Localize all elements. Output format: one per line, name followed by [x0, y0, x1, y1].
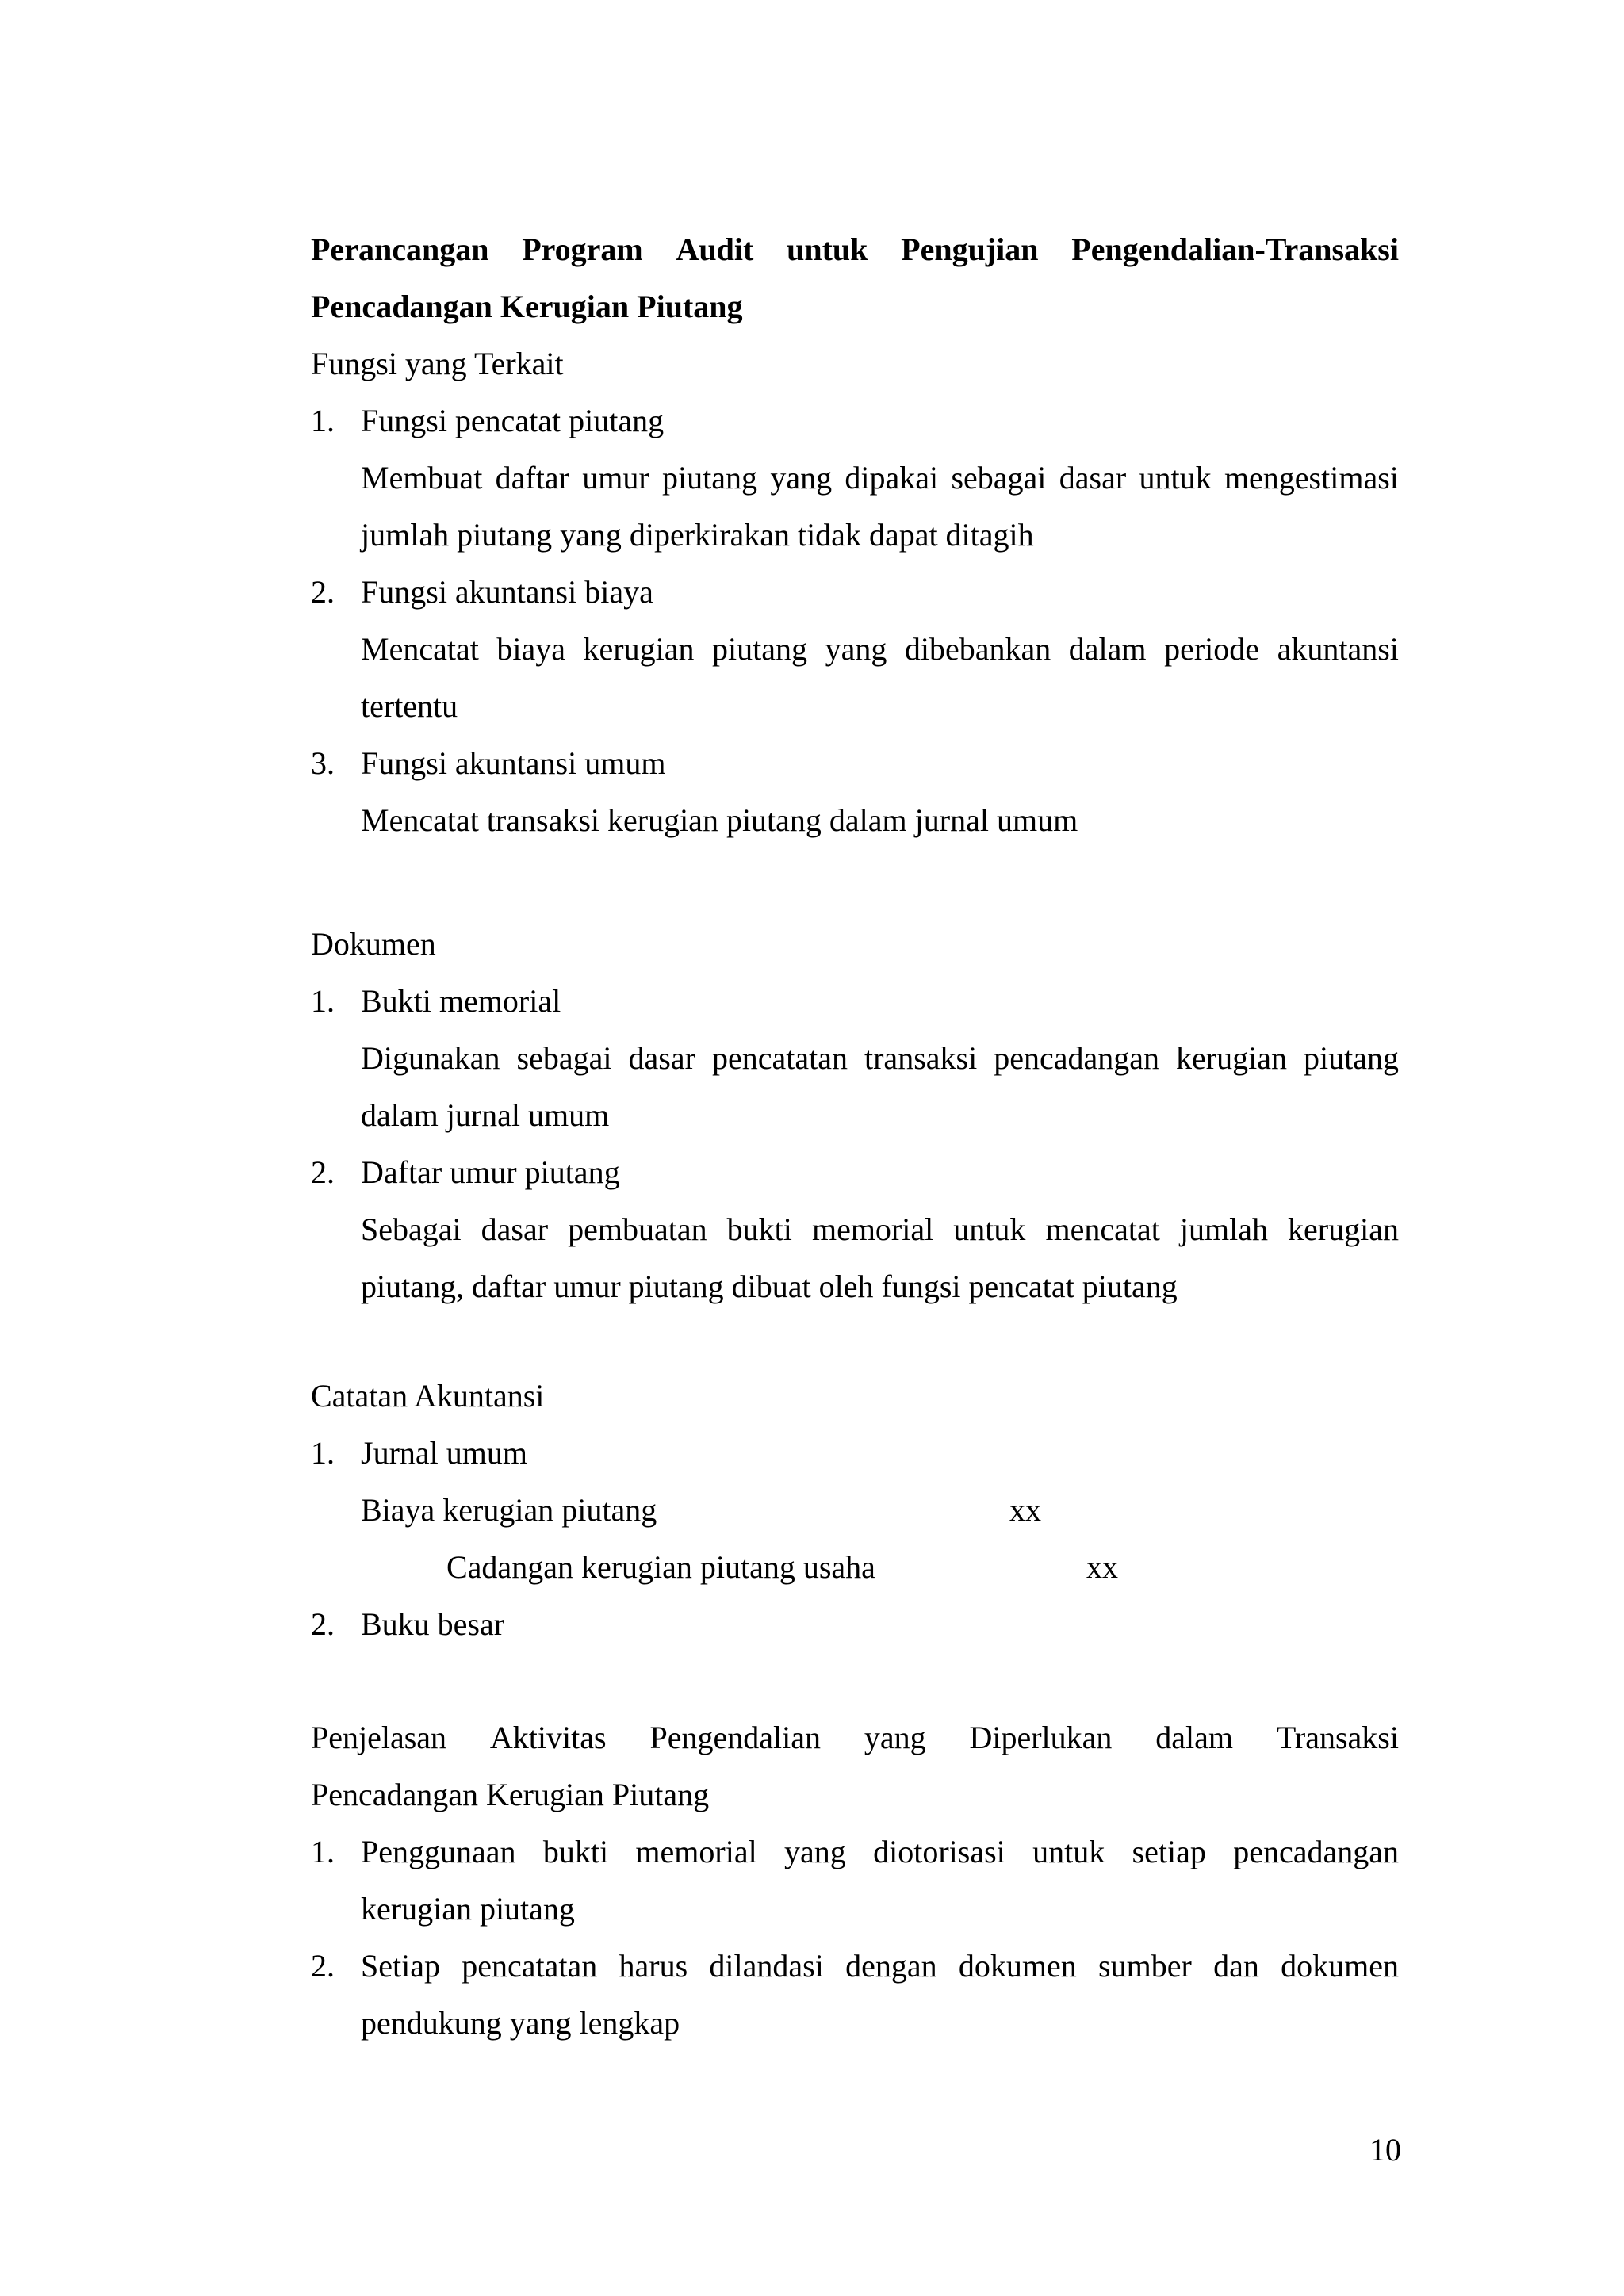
word: mengestimasi	[1224, 460, 1399, 496]
word: biaya	[496, 631, 565, 667]
word: Pengujian	[901, 232, 1039, 267]
word: Setiap	[361, 1948, 440, 1984]
word: sumber	[1098, 1948, 1192, 1984]
list-item-title: Buku besar	[361, 1606, 505, 1642]
word: dipakai	[845, 460, 939, 496]
list-item-line2: kerugian piutang	[361, 1891, 575, 1927]
word: Digunakan	[361, 1040, 500, 1076]
list-item-title: Fungsi akuntansi umum	[361, 745, 666, 781]
journal-credit-account: Cadangan kerugian piutang usaha	[446, 1549, 875, 1585]
list-item-desc-line1	[361, 630, 1399, 668]
word: Diperlukan	[969, 1720, 1113, 1755]
word: dengan	[845, 1948, 937, 1984]
list-item-title: Fungsi akuntansi biaya	[361, 574, 653, 610]
word: memorial	[811, 1211, 934, 1247]
word: piutang	[662, 460, 757, 496]
list-item-desc-line1: Mencatat transaksi kerugian piutang dalam jurnal umum	[361, 802, 1078, 838]
word: harus	[619, 1948, 688, 1984]
word: yang	[825, 631, 887, 667]
word: Transaksi	[1276, 1720, 1399, 1755]
list-item-line2: pendukung yang lengkap	[361, 2005, 680, 2041]
list-item-line1	[361, 1947, 1399, 1985]
word: Program	[522, 232, 643, 267]
word: Penggunaan	[361, 1834, 516, 1869]
word: dilandasi	[709, 1948, 824, 1984]
word: kerugian	[1176, 1040, 1287, 1076]
list-number: 3.	[311, 745, 335, 781]
section1-title-line2: Pencadangan Kerugian Piutang	[311, 289, 743, 324]
word: diotorisasi	[873, 1834, 1005, 1869]
journal-debit-amount: xx	[1009, 1492, 1041, 1528]
journal-debit-account: Biaya kerugian piutang	[361, 1492, 657, 1528]
word: bukti	[542, 1834, 609, 1869]
word: Perancangan	[311, 232, 489, 267]
section3-heading: Catatan Akuntansi	[311, 1378, 545, 1414]
word: daftar	[495, 460, 569, 496]
word: transaksi	[864, 1040, 978, 1076]
word: Aktivitas	[489, 1720, 607, 1755]
word: periode	[1164, 631, 1260, 667]
word: Penjelasan	[311, 1720, 447, 1755]
word: mencatat	[1045, 1211, 1160, 1247]
word: umur	[582, 460, 649, 496]
section1-heading: Fungsi yang Terkait	[311, 346, 564, 381]
section4-heading-line1	[311, 1719, 1399, 1757]
word: yang	[770, 460, 833, 496]
word: untuk	[787, 232, 868, 267]
list-item-title: Fungsi pencatat piutang	[361, 403, 665, 438]
list-item-desc-line2: piutang, daftar umur piutang dibuat oleh fungsi pencatat piutang	[361, 1269, 1178, 1304]
list-item-desc-line1	[361, 1211, 1399, 1249]
section4-heading-line2: Pencadangan Kerugian Piutang	[311, 1777, 710, 1812]
word: sebagai	[516, 1040, 612, 1076]
word: pencatatan	[711, 1040, 848, 1076]
list-item-title: Bukti memorial	[361, 983, 561, 1019]
list-number: 2.	[311, 1606, 335, 1642]
list-item-desc-line2: dalam jurnal umum	[361, 1097, 610, 1133]
list-number: 1.	[311, 983, 335, 1019]
journal-credit-amount: xx	[1086, 1549, 1118, 1585]
word: Audit	[676, 232, 754, 267]
list-number: 2.	[311, 574, 335, 610]
section1-title-line1	[311, 231, 1399, 269]
word: kerugian	[1288, 1211, 1399, 1247]
word: dan	[1213, 1948, 1259, 1984]
list-number: 1.	[311, 1435, 335, 1471]
word: pencadangan	[994, 1040, 1159, 1076]
list-item-desc-line1	[361, 459, 1399, 497]
word: yang	[784, 1834, 846, 1869]
word: untuk	[953, 1211, 1026, 1247]
word: untuk	[1032, 1834, 1105, 1869]
word: yang	[864, 1720, 926, 1755]
page-number: 10	[1369, 2132, 1401, 2168]
word: dalam	[1068, 631, 1147, 667]
word: jumlah	[1179, 1211, 1268, 1247]
word: Pengendalian-Transaksi	[1071, 232, 1399, 267]
word: dasar	[481, 1211, 549, 1247]
word: piutang	[1304, 1040, 1399, 1076]
list-item-desc-line2: tertentu	[361, 688, 458, 724]
word: Mencatat	[361, 631, 479, 667]
list-number: 1.	[311, 1834, 335, 1869]
list-item-desc-line1	[361, 1039, 1399, 1077]
list-item-desc-line2: jumlah piutang yang diperkirakan tidak dapat ditagih	[361, 517, 1034, 553]
word: untuk	[1139, 460, 1212, 496]
word: Pengendalian	[649, 1720, 821, 1755]
word: dokumen	[1281, 1948, 1399, 1984]
word: Membuat	[361, 460, 483, 496]
list-item-title: Jurnal umum	[361, 1435, 527, 1471]
list-item-title: Daftar umur piutang	[361, 1154, 620, 1190]
section2-heading: Dokumen	[311, 926, 436, 962]
word: dasar	[628, 1040, 695, 1076]
word: pencadangan	[1233, 1834, 1399, 1869]
word: bukti	[726, 1211, 792, 1247]
word: dasar	[1059, 460, 1127, 496]
word: sebagai	[951, 460, 1047, 496]
word: pembuatan	[568, 1211, 707, 1247]
word: kerugian	[583, 631, 695, 667]
word: setiap	[1132, 1834, 1206, 1869]
word: pencatatan	[462, 1948, 598, 1984]
word: dokumen	[958, 1948, 1077, 1984]
word: akuntansi	[1277, 631, 1399, 667]
word: piutang	[712, 631, 808, 667]
list-number: 1.	[311, 403, 335, 438]
list-item-line1	[361, 1833, 1399, 1871]
list-number: 2.	[311, 1154, 335, 1190]
word: dibebankan	[904, 631, 1051, 667]
word: memorial	[635, 1834, 757, 1869]
word: Sebagai	[361, 1211, 462, 1247]
word: dalam	[1155, 1720, 1233, 1755]
list-number: 2.	[311, 1948, 335, 1984]
